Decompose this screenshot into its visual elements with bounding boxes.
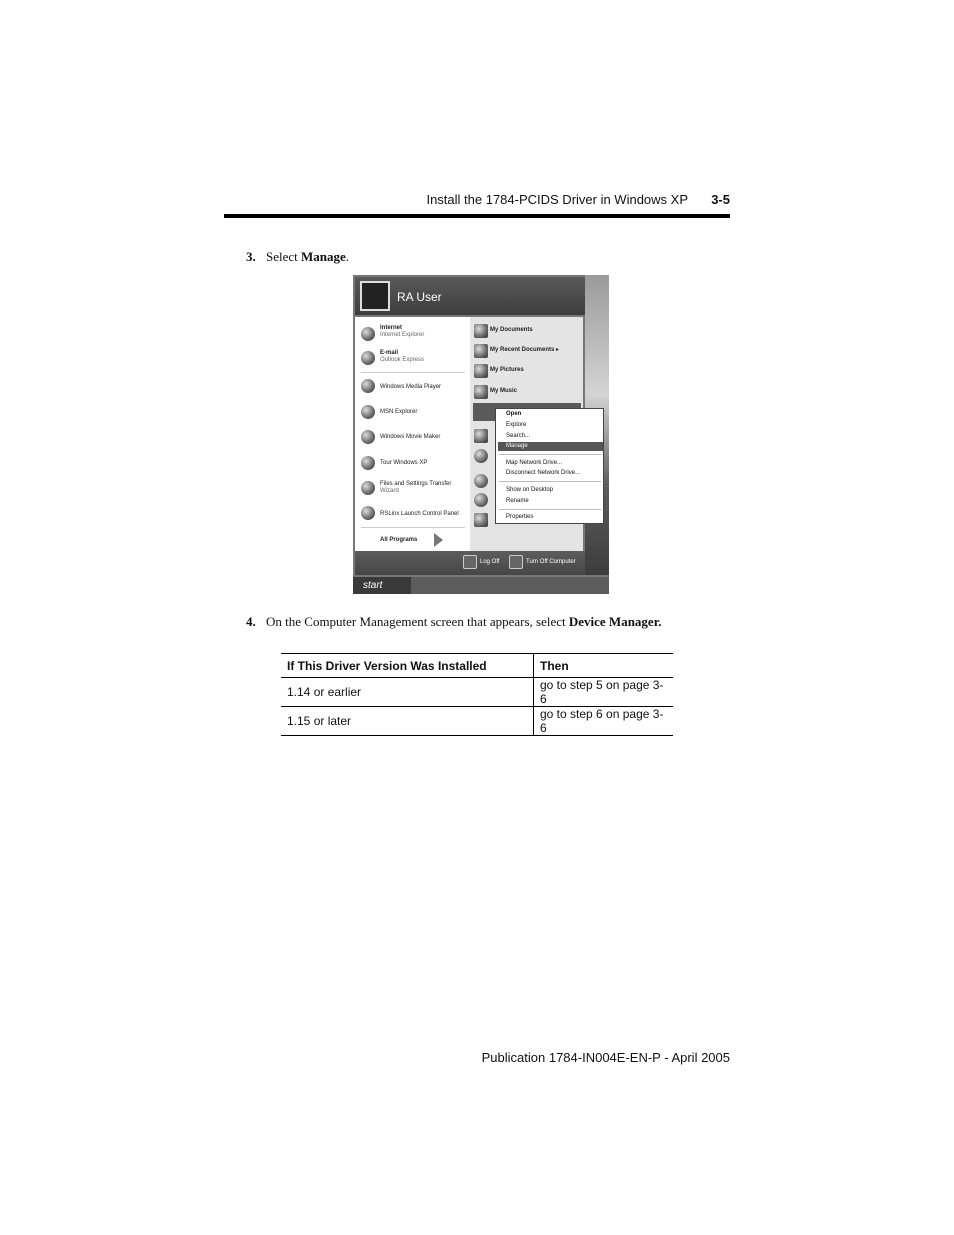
menu-item-my-recent-documents[interactable]: My Recent Documents ▸ [490, 347, 560, 353]
step-emphasis: Device Manager. [568, 614, 662, 629]
help-icon [474, 474, 488, 488]
menu-footer [355, 551, 585, 575]
context-menu [495, 408, 604, 524]
menu-item-my-music[interactable]: My Music [490, 388, 518, 394]
control-panel-icon [474, 429, 488, 443]
search-icon [474, 493, 488, 507]
user-name: RA User [397, 290, 442, 304]
turn-off-button[interactable]: Turn Off Computer [526, 559, 576, 565]
tour-icon [361, 456, 375, 470]
table-cell: 1.14 or earlier [281, 678, 534, 707]
start-button[interactable]: start [353, 577, 411, 594]
separator [499, 481, 601, 482]
start-menu-screenshot [353, 275, 609, 594]
separator [361, 372, 465, 373]
table-header: Then [534, 654, 674, 678]
user-banner [355, 277, 585, 315]
menu-item-tour[interactable]: Tour Windows XP [380, 460, 428, 466]
menu-item-msn-explorer[interactable]: MSN Explorer [380, 409, 418, 415]
email-icon [361, 351, 375, 365]
menu-item-my-documents[interactable]: My Documents [490, 327, 533, 333]
step-4 [246, 614, 662, 630]
menu-item-media-player[interactable]: Windows Media Player [380, 384, 442, 390]
table-cell: go to step 5 on page 3-6 [534, 678, 674, 707]
transfer-wizard-icon [361, 481, 375, 495]
table-cell: go to step 6 on page 3-6 [534, 707, 674, 736]
page-number: 3-5 [711, 192, 730, 207]
context-item-search[interactable]: Search... [506, 433, 531, 439]
context-item-manage[interactable]: Manage [506, 443, 528, 449]
context-item-show-on-desktop[interactable]: Show on Desktop [506, 487, 554, 493]
key-icon [463, 555, 477, 569]
step-3 [246, 249, 349, 265]
table-row [281, 678, 673, 707]
context-item-open[interactable]: Open [506, 411, 522, 417]
context-item-explore[interactable]: Explore [506, 422, 527, 428]
menu-item-email[interactable]: E-mail Outlook Express [380, 350, 425, 363]
rslinx-icon [361, 506, 375, 520]
separator [361, 527, 465, 528]
movie-maker-icon [361, 430, 375, 444]
folder-icon [474, 364, 488, 378]
menu-item-transfer-wizard[interactable]: Files and Settings Transfer Wizard [380, 481, 452, 494]
context-item-rename[interactable]: Rename [506, 498, 529, 504]
running-header-title: Install the 1784-PCIDS Driver in Windows XP [426, 192, 688, 207]
run-icon [474, 513, 488, 527]
power-icon [509, 555, 523, 569]
context-item-disconnect-network-drive[interactable]: Disconnect Network Drive... [506, 470, 581, 476]
step-number: 4. [246, 614, 256, 629]
separator [499, 509, 601, 510]
separator [499, 454, 601, 455]
log-off-button[interactable]: Log Off [480, 559, 500, 565]
context-item-properties[interactable]: Properties [506, 514, 534, 520]
all-programs-button[interactable]: All Programs [380, 537, 418, 543]
menu-item-internet[interactable]: Internet Internet Explorer [380, 325, 425, 338]
printers-icon [474, 449, 488, 463]
table-header: If This Driver Version Was Installed [281, 654, 534, 678]
step-emphasis: Manage [301, 249, 346, 264]
pinned-programs [355, 317, 470, 551]
table-row [281, 707, 673, 736]
publication-footer: Publication 1784-IN004E-EN-P - April 2005 [481, 1050, 730, 1065]
step-number: 3. [246, 249, 256, 264]
menu-item-movie-maker[interactable]: Windows Movie Maker [380, 434, 441, 440]
step-text: Select [266, 249, 302, 264]
user-avatar-icon [360, 281, 390, 311]
folder-icon [474, 385, 488, 399]
step-tail: . [345, 249, 350, 264]
driver-version-table [281, 653, 673, 736]
header-rule [224, 214, 730, 218]
step-text: On the Computer Management screen that appears, select [266, 614, 569, 629]
folder-icon [474, 344, 488, 358]
msn-explorer-icon [361, 405, 375, 419]
table-header-row [281, 654, 673, 678]
media-player-icon [361, 379, 375, 393]
menu-item-rslinx[interactable]: RSLinx Launch Control Panel [380, 511, 459, 517]
context-item-map-network-drive[interactable]: Map Network Drive... [506, 460, 563, 466]
table-cell: 1.15 or later [281, 707, 534, 736]
internet-explorer-icon [361, 327, 375, 341]
arrow-right-icon [434, 533, 443, 547]
menu-item-my-pictures[interactable]: My Pictures [490, 367, 524, 373]
folder-icon [474, 324, 488, 338]
